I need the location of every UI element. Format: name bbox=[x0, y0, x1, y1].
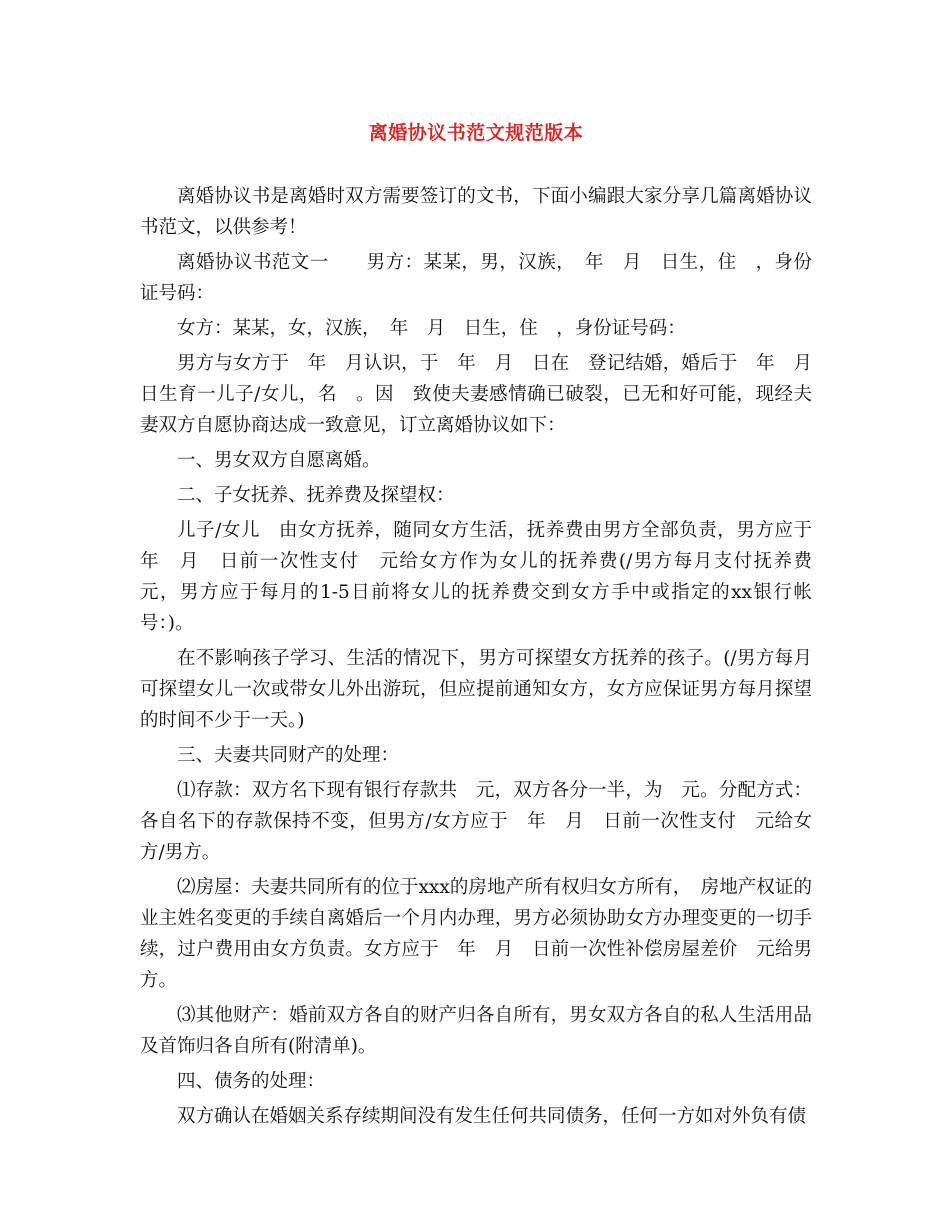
paragraph-house: ⑵房屋：夫妻共同所有的位于xxx的房地产所有权归女方所有， 房地产权证的业主姓名变更的手续自离婚后一个月内办理，男方必须协助女方办理变更的一切手续，过户费用由女方负责。女方应于 年 月 日前一次性补偿房屋差价 元给男方。 bbox=[140, 877, 812, 991]
section-heading-debt: 四、债务的处理： bbox=[177, 1071, 326, 1092]
section-heading-property: 三、夫妻共同财产的处理： bbox=[177, 745, 400, 766]
section-heading-child-custody: 二、子女抚养、抚养费及探望权： bbox=[177, 485, 455, 506]
document-page bbox=[140, 118, 831, 1136]
paragraph-child-support: 儿子/女儿 由女方抚养，随同女方生活，抚养费由男方全部负责，男方应于 年 月 日前一次性支付 元给女方作为女儿的抚养费(/男方每月支付抚养费 元，男方应于每月的1-5日前将女儿的抚养费交到女方手中或指定的xx银行帐号：)。 bbox=[140, 520, 831, 634]
document-body bbox=[140, 181, 831, 1132]
document-title: 离婚协议书范文规范版本 bbox=[368, 122, 584, 144]
section-heading-divorce: 一、男女双方自愿离婚。 bbox=[177, 450, 381, 471]
paragraph-visitation: 在不影响孩子学习、生活的情况下，男方可探望女方抚养的孩子。(/男方每月可探望女儿一次或带女儿外出游玩，但应提前通知女方，女方应保证男方每月探望的时间不少于一天。) bbox=[140, 648, 812, 731]
paragraph-savings: ⑴存款：双方名下现有银行存款共 元，双方各分一半，为 元。分配方式：各自名下的存款保持不变，但男方/女方应于 年 月 日前一次性支付 元给女方/男方。 bbox=[140, 780, 812, 863]
paragraph-male-party: 离婚协议书范文一 男方：某某，男，汉族， 年 月 日生，住 ，身份证号码： bbox=[140, 252, 812, 304]
paragraph-debt: 双方确认在婚姻关系存续期间没有发生任何共同债务，任何一方如对外负有债 bbox=[177, 1106, 807, 1127]
paragraph-female-party: 女方：某某，女，汉族， 年 月 日生，住 ，身份证号码： bbox=[177, 318, 686, 339]
paragraph-marriage-background: 男方与女方于 年 月认识，于 年 月 日在 登记结婚，婚后于 年 月 日生育一儿子/女儿，名 。因 致使夫妻感情确已破裂，已无和好可能，现经夫妻双方自愿协商达成一致意见，订立离婚协议如下： bbox=[140, 353, 831, 436]
paragraph-other-property: ⑶其他财产：婚前双方各自的财产归各自所有，男女双方各自的私人生活用品及首饰归各自所有(附清单)。 bbox=[140, 1005, 812, 1057]
paragraph-intro: 离婚协议书是离婚时双方需要签订的文书，下面小编跟大家分享几篇离婚协议书范文，以供参考！ bbox=[140, 186, 812, 238]
